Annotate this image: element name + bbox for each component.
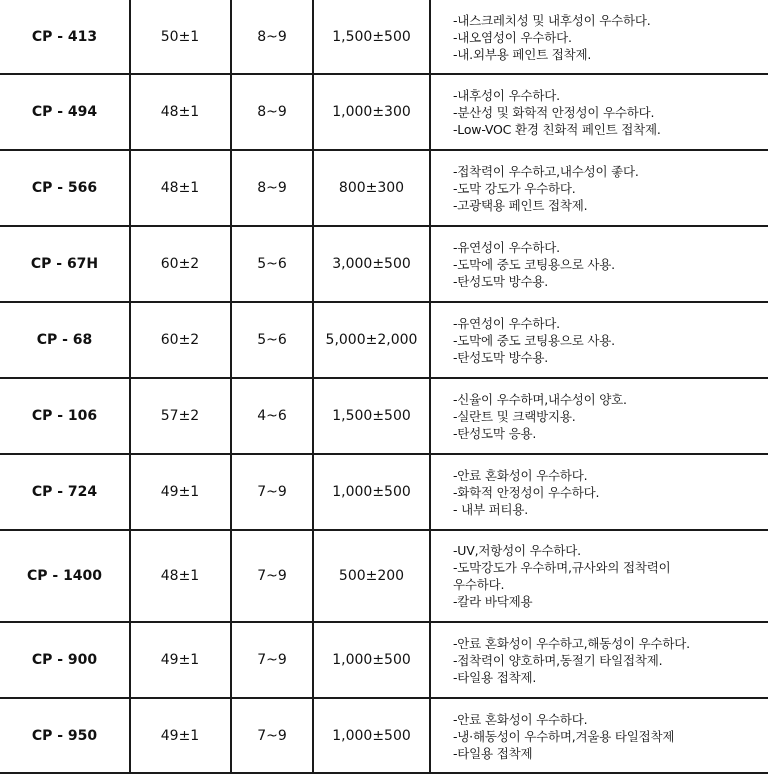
description-line: -탄성도막 방수용. (453, 349, 548, 365)
ph-cell: 7~9 (257, 568, 287, 584)
table-row (0, 622, 768, 698)
table-row (0, 698, 768, 774)
description-line: -타일용 접착제 (453, 745, 533, 761)
ph-cell: 7~9 (257, 728, 287, 744)
description-line: -안료 혼화성이 우수하고,해동성이 우수하다. (453, 635, 690, 651)
description-lines (453, 711, 674, 762)
row-divider (0, 73, 768, 75)
table-row (0, 302, 768, 378)
description-cell (430, 454, 768, 530)
description-line: -내오염성이 우수하다. (453, 29, 572, 45)
description-line: -UV,저항성이 우수하다. (453, 543, 581, 558)
solid-content-cell: 48±1 (160, 180, 200, 196)
ph-cell: 5~6 (257, 332, 287, 348)
row-divider (0, 529, 768, 531)
product-code-cell: CP - 1400 (26, 568, 103, 584)
solid-content-cell: 48±1 (160, 104, 200, 120)
description-line: -고광택용 페인트 접착제. (453, 197, 588, 213)
description-lines (453, 542, 671, 610)
description-line: -탄성도막 방수용. (453, 273, 548, 289)
viscosity-cell: 1,000±500 (332, 484, 411, 500)
description-line: -화학적 안정성이 우수하다. (453, 484, 600, 500)
table-row (0, 226, 768, 302)
description-cell (430, 378, 768, 454)
description-lines (453, 635, 690, 686)
table-row (0, 454, 768, 530)
viscosity-cell: 5,000±2,000 (325, 332, 418, 348)
row-divider (0, 453, 768, 455)
description-line: -안료 혼화성이 우수하다. (453, 711, 588, 727)
description-lines (453, 239, 615, 290)
description-cell (430, 302, 768, 378)
description-cell (430, 150, 768, 226)
viscosity-cell: 1,000±500 (332, 728, 411, 744)
row-divider (0, 301, 768, 303)
solid-content-cell: 60±2 (160, 256, 200, 272)
description-cell (430, 622, 768, 698)
viscosity-cell: 1,000±500 (332, 652, 411, 668)
description-line: -Low-VOC 환경 친화적 페인트 접착제. (453, 121, 661, 137)
product-code-cell: CP - 494 (31, 104, 98, 120)
viscosity-cell: 800±300 (338, 180, 405, 196)
solid-content-cell: 50±1 (160, 29, 200, 45)
product-code-cell: CP - 900 (31, 652, 98, 668)
description-lines (453, 12, 651, 63)
description-lines (453, 87, 661, 138)
ph-cell: 5~6 (257, 256, 287, 272)
description-cell (430, 530, 768, 622)
description-line: -유연성이 우수하다. (453, 239, 560, 255)
description-line: 우수하다. (453, 577, 505, 592)
table-row (0, 74, 768, 150)
row-divider (0, 621, 768, 623)
solid-content-cell: 57±2 (160, 408, 200, 424)
solid-content-cell: 49±1 (160, 484, 200, 500)
description-cell (430, 0, 768, 74)
description-lines (453, 467, 599, 518)
description-line: -도막강도가 우수하며,규사와의 접착력이 (453, 560, 671, 575)
table-row (0, 150, 768, 226)
ph-cell: 8~9 (257, 104, 287, 120)
description-line: -접착력이 양호하며,동절기 타일접착제. (453, 652, 663, 668)
description-line: -분산성 및 화학적 안정성이 우수하다. (453, 104, 655, 120)
description-line: -탄성도막 응용. (453, 425, 537, 441)
description-line: -도막에 중도 코팅용으로 사용. (453, 332, 615, 348)
column-divider (429, 0, 431, 774)
description-lines (453, 163, 639, 214)
product-code-cell: CP - 724 (31, 484, 98, 500)
description-line: -신율이 우수하며,내수성이 양호. (453, 391, 627, 407)
row-divider (0, 225, 768, 227)
description-line: -접착력이 우수하고,내수성이 좋다. (453, 163, 639, 179)
description-cell (430, 74, 768, 150)
row-divider (0, 149, 768, 151)
solid-content-cell: 48±1 (160, 568, 200, 584)
description-line: -안료 혼화성이 우수하다. (453, 467, 588, 483)
product-code-cell: CP - 67H (30, 256, 99, 272)
description-line: -도막에 중도 코팅용으로 사용. (453, 256, 615, 272)
description-line: -실란트 및 크랙방지용. (453, 408, 576, 424)
ph-cell: 7~9 (257, 652, 287, 668)
description-line: -타일용 접착제. (453, 669, 537, 685)
column-divider (129, 0, 131, 774)
row-divider (0, 697, 768, 699)
viscosity-cell: 3,000±500 (332, 256, 411, 272)
description-line: -유연성이 우수하다. (453, 315, 560, 331)
ph-cell: 8~9 (257, 29, 287, 45)
solid-content-cell: 49±1 (160, 652, 200, 668)
ph-cell: 8~9 (257, 180, 287, 196)
table-row (0, 378, 768, 454)
viscosity-cell: 1,500±500 (332, 29, 411, 45)
product-code-cell: CP - 413 (31, 29, 98, 45)
description-line: -내후성이 우수하다. (453, 87, 560, 103)
table-row (0, 0, 768, 74)
product-code-cell: CP - 950 (31, 728, 98, 744)
description-line: - 내부 퍼티용. (453, 501, 529, 517)
description-cell (430, 698, 768, 774)
solid-content-cell: 49±1 (160, 728, 200, 744)
column-divider (230, 0, 232, 774)
description-lines (453, 391, 627, 442)
description-line: -냉·해동성이 우수하며,겨울용 타일접착제 (453, 728, 675, 744)
ph-cell: 4~6 (257, 408, 287, 424)
description-cell (430, 226, 768, 302)
product-code-cell: CP - 68 (36, 332, 93, 348)
description-lines (453, 315, 615, 366)
product-code-cell: CP - 106 (31, 408, 98, 424)
description-line: -도막 강도가 우수하다. (453, 180, 576, 196)
viscosity-cell: 1,000±300 (332, 104, 411, 120)
product-code-cell: CP - 566 (31, 180, 98, 196)
column-divider (312, 0, 314, 774)
solid-content-cell: 60±2 (160, 332, 200, 348)
table-row (0, 530, 768, 622)
viscosity-cell: 500±200 (338, 568, 405, 584)
description-line: -내스크레치성 및 내후성이 우수하다. (453, 12, 651, 28)
description-line: -내.외부용 페인트 접착제. (453, 46, 592, 62)
description-line: -칼라 바닥제용 (453, 594, 533, 609)
row-divider (0, 377, 768, 379)
viscosity-cell: 1,500±500 (332, 408, 411, 424)
ph-cell: 7~9 (257, 484, 287, 500)
